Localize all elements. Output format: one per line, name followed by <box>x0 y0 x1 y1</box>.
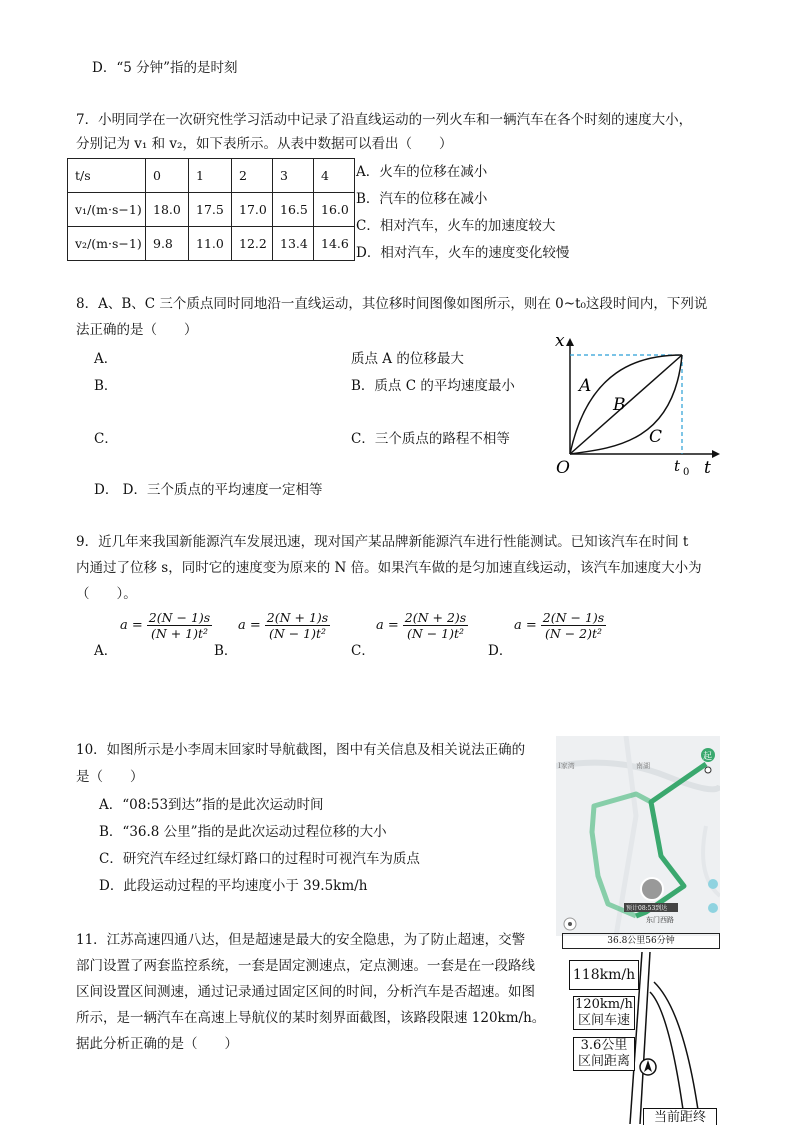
ramp-edge <box>654 982 700 1124</box>
formula-denominator: (N − 1)t² <box>406 626 465 641</box>
q7-option-c: C．相对汽车，火车的加速度较大 <box>356 218 556 234</box>
table-cell: v₂/(m·s−1) <box>68 227 146 261</box>
formula-numerator: 2(N − 1)s <box>542 610 605 625</box>
table-cell: 13.4 <box>273 227 314 261</box>
t0-subscript: 0 <box>683 467 690 478</box>
formula-denominator: (N − 2)t² <box>544 626 603 641</box>
road-label: 东门西路 <box>646 916 674 924</box>
formula-numerator: 2(N + 2)s <box>404 610 467 625</box>
table-cell: v₁/(m·s−1) <box>68 193 146 227</box>
q10-option-a: A．“08:53到达”指的是此次运动时间 <box>99 797 324 813</box>
x-axis-label: x <box>555 331 565 351</box>
q11-stem-line1: 11．江苏高速四通八达，但是超速是最大的安全隐患，为了防止超速，交警 <box>76 932 526 948</box>
formula-fraction <box>265 610 330 641</box>
formula-numerator: 2(N + 1)s <box>266 610 329 625</box>
formula-lhs: a = <box>120 618 143 633</box>
q9-option-c-label: C． <box>351 643 375 659</box>
q11-stem-line4: 所示，是一辆汽车在高速上导航仪的某时刻界面截图，该路段限速 120km/h。 <box>76 1010 546 1026</box>
label-c: C <box>649 427 663 447</box>
q7-velocity-table <box>67 158 355 261</box>
place-label: 南湖 <box>636 762 650 770</box>
q9-option-c-formula <box>376 610 468 641</box>
label-a: A <box>579 376 592 396</box>
q6-option-d: D．“5 分钟”指的是时刻 <box>92 60 238 76</box>
q10-option-c: C．研究汽车经过红绿灯路口的过程时可视汽车为质点 <box>99 851 420 867</box>
q7-stem-line2: 分别记为 v₁ 和 v₂，如下表所示。从表中数据可以看出（ ） <box>76 136 453 152</box>
formula-lhs: a = <box>514 618 537 633</box>
q8-option-a-text: 质点 A 的位移最大 <box>351 351 464 367</box>
q7-option-a: A．火车的位移在减小 <box>356 164 488 180</box>
table-cell: t/s <box>68 159 146 193</box>
q10-route-summary-bar: 36.8公里56分钟 <box>562 933 720 949</box>
q8-option-b-text: B．质点 C 的平均速度最小 <box>351 378 515 394</box>
arrival-label: 预计08:53到达 <box>626 905 668 912</box>
start-label: 起 <box>703 752 713 762</box>
q9-option-d-formula <box>514 610 606 641</box>
interval-speed-box <box>573 996 635 1030</box>
formula-fraction <box>403 610 468 641</box>
formula-denominator: (N + 1)t² <box>150 626 209 641</box>
current-speed-box: 118km/h <box>569 960 639 990</box>
formula-lhs: a = <box>238 618 261 633</box>
q8-option-b-label: B． <box>94 378 118 394</box>
table-cell: 17.0 <box>232 193 273 227</box>
q9-stem-line3: （ ）。 <box>76 586 137 602</box>
table-cell: 16.0 <box>314 193 355 227</box>
start-dot <box>705 767 711 773</box>
table-cell: 4 <box>314 159 355 193</box>
road-edge <box>640 952 650 1124</box>
t-axis-arrow <box>712 450 720 458</box>
q8-xt-graph <box>548 330 728 480</box>
q10-stem-line2: 是（ ） <box>76 769 144 785</box>
place-label: I家湾 <box>558 762 575 770</box>
interval-distance-label: 区间距离 <box>577 1054 630 1069</box>
table-cell: 2 <box>232 159 273 193</box>
origin-label: O <box>556 458 570 478</box>
q10-navigation-map <box>556 736 720 936</box>
formula-fraction <box>147 610 212 641</box>
q9-option-a-formula <box>120 610 212 641</box>
table-cell: 17.5 <box>189 193 232 227</box>
formula-lhs: a = <box>376 618 399 633</box>
interval-distance-box <box>573 1037 635 1071</box>
table-cell: 16.5 <box>273 193 314 227</box>
q10-option-b: B．“36.8 公里”指的是此次运动过程位移的大小 <box>99 824 387 840</box>
interval-speed-value: 120km/h <box>575 997 633 1012</box>
x-axis-arrow <box>566 338 574 346</box>
table-cell: 1 <box>189 159 232 193</box>
q9-option-b-formula <box>238 610 330 641</box>
q9-stem-line1: 9．近几年来我国新能源汽车发展迅速，现对国产某品牌新能源汽车进行性能测试。已知该汽车在时间 t <box>76 534 689 550</box>
q11-stem-line5: 据此分析正确的是（ ） <box>76 1036 238 1052</box>
t-axis-label: t <box>704 458 711 478</box>
line-b <box>570 355 682 454</box>
ramp-edge <box>650 992 685 1124</box>
q9-option-d-label: D． <box>488 643 513 659</box>
poi-icon <box>708 903 718 913</box>
q8-option-a-label: A． <box>94 351 118 367</box>
interval-speed-label: 区间车速 <box>577 1013 630 1028</box>
label-b: B <box>613 395 626 415</box>
table-cell: 9.8 <box>146 227 189 261</box>
q10-stem-line1: 10．如图所示是小李周末回家时导航截图，图中有关信息及相关说法正确的 <box>76 742 526 758</box>
table-row <box>68 193 355 227</box>
table-row <box>68 227 355 261</box>
q9-stem-line2: 内通过了位移 s，同时它的速度变为原来的 N 倍。如果汽车做的是匀加速直线运动，该汽车加速度大小为 <box>76 560 702 576</box>
destination-avatar <box>641 878 663 900</box>
table-cell: 18.0 <box>146 193 189 227</box>
q7-option-b: B．汽车的位移在减小 <box>356 191 488 207</box>
q8-option-c-label: C． <box>94 431 118 447</box>
formula-denominator: (N − 1)t² <box>268 626 327 641</box>
table-row <box>68 159 355 193</box>
interval-distance-value: 3.6公里 <box>580 1038 628 1053</box>
q7-option-d: D．相对汽车，火车的速度变化较慢 <box>356 245 570 261</box>
t0-label: t <box>674 457 681 475</box>
q8-stem-line1: 8．A、B、C 三个质点同时同地沿一直线运动，其位移时间图像如图所示，则在 0~t₀这段时间内，下列说 <box>76 296 708 312</box>
remaining-distance-box: 当前距终 <box>643 1108 717 1125</box>
q9-option-b-label: B． <box>214 643 238 659</box>
q8-option-d: D． D．三个质点的平均速度一定相等 <box>94 482 323 498</box>
table-cell: 0 <box>146 159 189 193</box>
table-cell: 12.2 <box>232 227 273 261</box>
table-cell: 11.0 <box>189 227 232 261</box>
formula-fraction <box>541 610 606 641</box>
q8-option-c-text: C．三个质点的路程不相等 <box>351 431 510 447</box>
q11-stem-line3: 区间设置区间测速，通过记录通过固定区间的时间，分析汽车是否超速。如图 <box>76 984 535 1000</box>
q9-option-a-label: A． <box>94 643 118 659</box>
q8-stem-line2: 法正确的是（ ） <box>76 322 198 338</box>
poi-icon <box>708 879 718 889</box>
locate-icon-dot <box>568 922 572 926</box>
formula-numerator: 2(N − 1)s <box>148 610 211 625</box>
q7-stem-line1: 7．小明同学在一次研究性学习活动中记录了沿直线运动的一列火车和一辆汽车在各个时刻的速度大小， <box>76 112 693 128</box>
table-cell: 3 <box>273 159 314 193</box>
q11-stem-line2: 部门设置了两套监控系统，一套是固定测速点，定点测速。一套是在一段路线 <box>76 958 535 974</box>
table-cell: 14.6 <box>314 227 355 261</box>
q10-option-d: D．此段运动过程的平均速度小于 39.5km/h <box>99 878 368 894</box>
